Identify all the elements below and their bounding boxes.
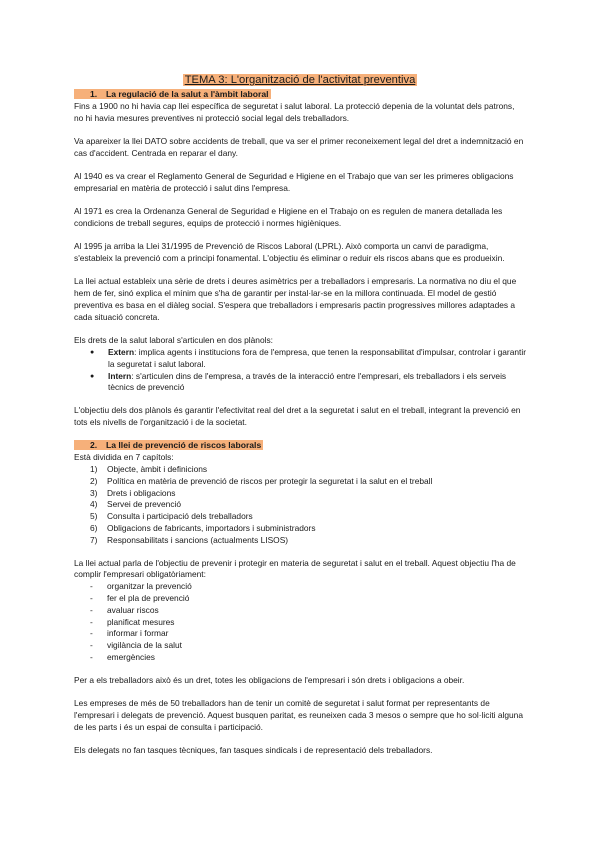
- section-2-number: 2.: [90, 440, 98, 451]
- dash-marker: -: [90, 651, 93, 662]
- chapters-list: [74, 464, 526, 547]
- chapter-item: [90, 499, 526, 511]
- duty-text: planificat mesures: [107, 616, 175, 627]
- s2-paragraph-2: Per a els treballadors això és un dret, totes les obligacions de l'empresari i són drets i obligacions a obeir.: [74, 674, 465, 685]
- s1-paragraph-2: Va apareixer la llei DATO sobre accidents de treball, que va ser el primer reconeixement legal del dret a indemnització en cas d'accident. Centrada en reparar el dany.: [74, 136, 524, 158]
- section-2-title: La llei de prevenció de riscos laborals: [106, 440, 262, 451]
- duty-text: informar i formar: [107, 628, 169, 639]
- chapter-text: Servei de prevenció: [107, 499, 182, 510]
- chapter-text: Política en matèria de prevenció de riscos per protegir la seguretat i la salut en el treball: [107, 475, 433, 486]
- s2-paragraph-3: Les empreses de més de 50 treballadors han de tenir un comitè de seguretat i salut format per representants de l'empresari i delegats de prevenció. Aquest busquen paritat, es reuneixen cada 3 mesos o sempre que ho sol·liciti alguna de les parts i és un espai de consulta i participació.: [74, 698, 523, 732]
- chapter-number: 5): [90, 511, 98, 522]
- duty-text: vigilància de la salut: [107, 640, 182, 651]
- plane-text: : implica agents i institucions fora de l'empresa, que tenen la responsabilitat d'impulsar, controlar i garantir la seguretat i salut laboral.: [108, 346, 526, 369]
- chapter-number: 3): [90, 487, 98, 498]
- duty-text: fer el pla de prevenció: [107, 593, 190, 603]
- s1-paragraph-5: Al 1995 ja arriba la Llei 31/1995 de Prevenció de Riscos Laboral (LPRL). Això comporta un canvi de paradigma, s'estableix la prevenció com a principi fonamental. L'objectiu és eliminar o reduir els riscos abans que es produeixin.: [74, 241, 505, 264]
- chapter-number: 1): [90, 464, 98, 475]
- dash-marker: -: [90, 604, 93, 615]
- section-1-title: La regulació de la salut a l'àmbit laboral: [106, 89, 269, 99]
- duty-item: [90, 652, 526, 664]
- chapter-number: 4): [90, 499, 98, 510]
- chapter-text: Obligacions de fabricants, importadors i subministradors: [107, 523, 316, 534]
- chapter-text: Objecte, àmbit i definicions: [107, 464, 208, 475]
- chapter-item: [90, 535, 526, 547]
- section-2-highlight: [74, 440, 263, 450]
- duty-text: emergències: [107, 651, 155, 662]
- dash-marker: -: [90, 616, 93, 627]
- plane-term: Intern: [108, 370, 132, 381]
- s1-paragraph-8: L'objectiu dels dos plànols és garantir l'efectivitat real del dret a la seguretat i salut en el treball, integrant la prevenció en tots els nivells de l'organització i de la societat.: [74, 405, 521, 427]
- chapter-item: [90, 523, 526, 535]
- chapter-text: Drets i obligacions: [107, 487, 176, 498]
- s1-paragraph-6: La llei actual estableix una sèrie de drets i deures asimètrics per a treballadors i empresaris. La normativa no diu el que hem de fer, sinó explica el mínim que s'ha de garantir per instal·lar-se en la millora continuada. El model de gestió preventiva es basa en el diàleg social. S'espera que treballadors i empresaris pactin progressives millores adaptades a cada situació concreta.: [74, 276, 517, 322]
- s1-paragraph-3: Al 1940 es va crear el Reglamento General de Seguridad e Higiene en el Trabajo que van ser les primeres obligacions empresarial en matèria de protecció i salut dins l'empresa.: [74, 171, 514, 193]
- dash-marker: -: [90, 640, 93, 651]
- plane-item-extern: [90, 347, 526, 371]
- chapter-item: [90, 464, 526, 476]
- chapter-number: 6): [90, 523, 98, 534]
- duty-item: [90, 640, 526, 652]
- s1-paragraph-1: Fins a 1900 no hi havia cap llei específica de seguretat i salut laboral. La protecció depenia de la voluntat dels patrons, no hi havia mesures preventives ni protecció social legal dels treballadors.: [74, 101, 515, 123]
- page-title: TEMA 3: L'organització de l'activitat preventiva: [184, 74, 416, 86]
- chapter-number: 7): [90, 534, 98, 545]
- plane-text: : s'articulen dins de l'empresa, a través de la interacció entre l'empresari, els treballadors i els serveis tècnics de prevenció: [108, 370, 507, 393]
- chapter-item: [90, 488, 526, 500]
- chapter-text: Responsabilitats i sancions (actualments LISOS): [107, 534, 289, 545]
- plane-term: Extern: [108, 346, 135, 357]
- title-wrap: [74, 70, 526, 88]
- section-2-heading: [74, 440, 526, 451]
- chapter-number: 2): [90, 475, 98, 486]
- chapter-item: [90, 511, 526, 523]
- plane-item-intern: [90, 371, 526, 395]
- duty-item: [90, 617, 526, 629]
- chapter-text: Consulta i participació dels treballadors: [107, 511, 253, 522]
- duty-text: organitzar la prevenció: [107, 581, 192, 592]
- s1-paragraph-7: Els drets de la salut laboral s'articulen en dos plànols:: [74, 335, 273, 346]
- duty-item: [90, 628, 526, 640]
- duty-text: avaluar riscos: [107, 604, 159, 615]
- planes-list: [74, 347, 526, 394]
- duties-list: [74, 581, 526, 664]
- dash-marker: -: [90, 628, 93, 639]
- s2-intro: Està dividida en 7 capítols:: [74, 452, 174, 463]
- chapter-item: [90, 476, 526, 488]
- s2-paragraph-1: La llei actual parla de l'objectiu de prevenir i protegir en materia de seguretat i salut en el treball. Aquest objectiu l'ha de complir l'empresari obligatòriament:: [74, 557, 516, 580]
- duty-item: [90, 593, 526, 605]
- section-1-highlight: [74, 89, 271, 99]
- section-1-number: 1.: [90, 89, 98, 99]
- section-1-heading: [74, 89, 526, 100]
- dash-marker: -: [90, 593, 93, 603]
- duty-item: [90, 581, 526, 593]
- duty-item: [90, 605, 526, 617]
- dash-marker: -: [90, 581, 93, 592]
- s1-paragraph-4: Al 1971 es crea la Ordenanza General de Seguridad e Higiene en el Trabajo on es regulen de manera detallada les condicions de treball segures, equips de protecció i normes higièniques.: [74, 206, 503, 229]
- s2-paragraph-4: Els delegats no fan tasques tècniques, fan tasques sindicals i de representació dels treballadors.: [74, 744, 433, 755]
